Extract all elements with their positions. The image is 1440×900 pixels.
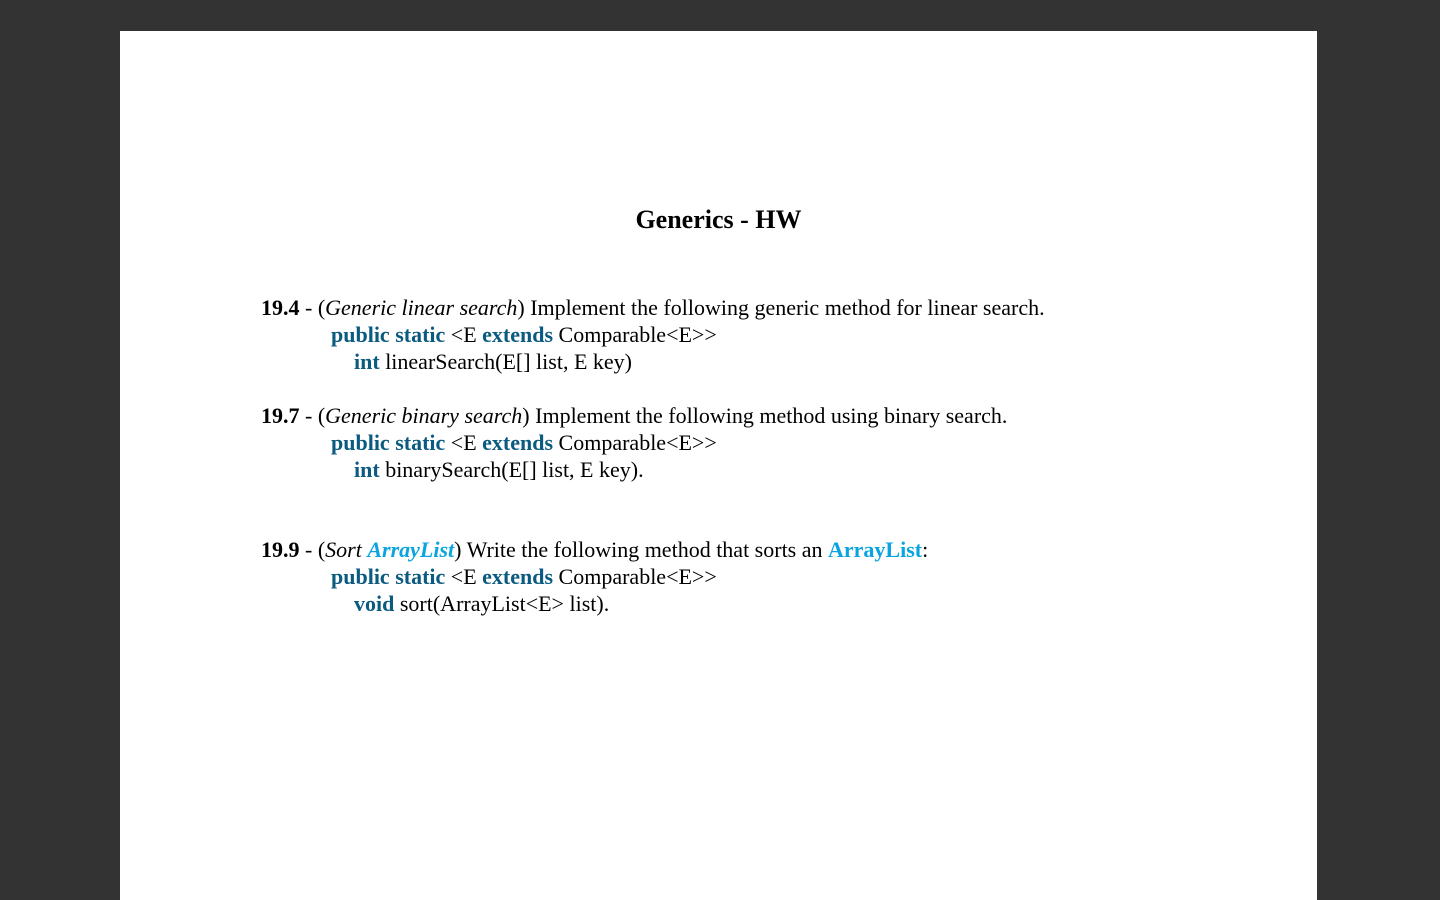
code-keyword: int [354,457,380,482]
code-text: Comparable<E>> [553,430,717,455]
code-keyword: extends [482,564,554,589]
problem-description: Write the following method that sorts an [461,537,829,562]
code-keyword: void [354,591,395,616]
problem-topic: Sort [325,537,368,562]
problem-19-9 [261,536,928,617]
problem-separator: - ( [299,537,326,562]
page-title: Generics - HW [635,205,802,234]
code-method-line [261,348,1045,375]
code-keyword: int [354,349,380,374]
problem-heading [261,536,928,563]
code-text: sort(ArrayList<E> list). [394,591,610,616]
code-text: binarySearch(E[] list, E key). [379,457,644,482]
code-keyword: public static [331,430,446,455]
problem-number: 19.9 [261,537,300,562]
code-text: <E [445,430,483,455]
code-method-line [261,456,1007,483]
problem-number: 19.7 [261,403,300,428]
code-keyword: extends [482,430,554,455]
problem-topic-close: ) [517,295,525,320]
code-text: Comparable<E>> [553,322,717,347]
problem-description: Implement the following generic method for linear search. [524,295,1045,320]
code-text: linearSearch(E[] list, E key) [379,349,632,374]
problem-separator: - ( [299,403,326,428]
problem-number: 19.4 [261,295,300,320]
code-keyword: extends [482,322,554,347]
problem-19-4 [261,294,1045,375]
problem-topic-class: ArrayList [367,537,455,562]
problem-19-7 [261,402,1007,483]
problem-topic-close: ) [522,403,530,428]
problem-topic-close: ) [454,537,462,562]
problem-topic: Generic linear search [325,295,518,320]
problem-description-end: : [922,537,929,562]
problem-description: Implement the following method using binary search. [529,403,1008,428]
code-text: Comparable<E>> [553,564,717,589]
code-signature-line [261,321,1045,348]
code-signature-line [261,563,928,590]
code-keyword: public static [331,564,446,589]
document-page [120,31,1317,900]
code-text: <E [445,322,483,347]
problem-description-class: ArrayList [828,537,923,562]
problem-topic: Generic binary search [325,403,523,428]
code-signature-line [261,429,1007,456]
code-text: <E [445,564,483,589]
problem-heading [261,402,1007,429]
code-keyword: public static [331,322,446,347]
code-method-line [261,590,928,617]
problem-separator: - ( [299,295,326,320]
problem-heading [261,294,1045,321]
